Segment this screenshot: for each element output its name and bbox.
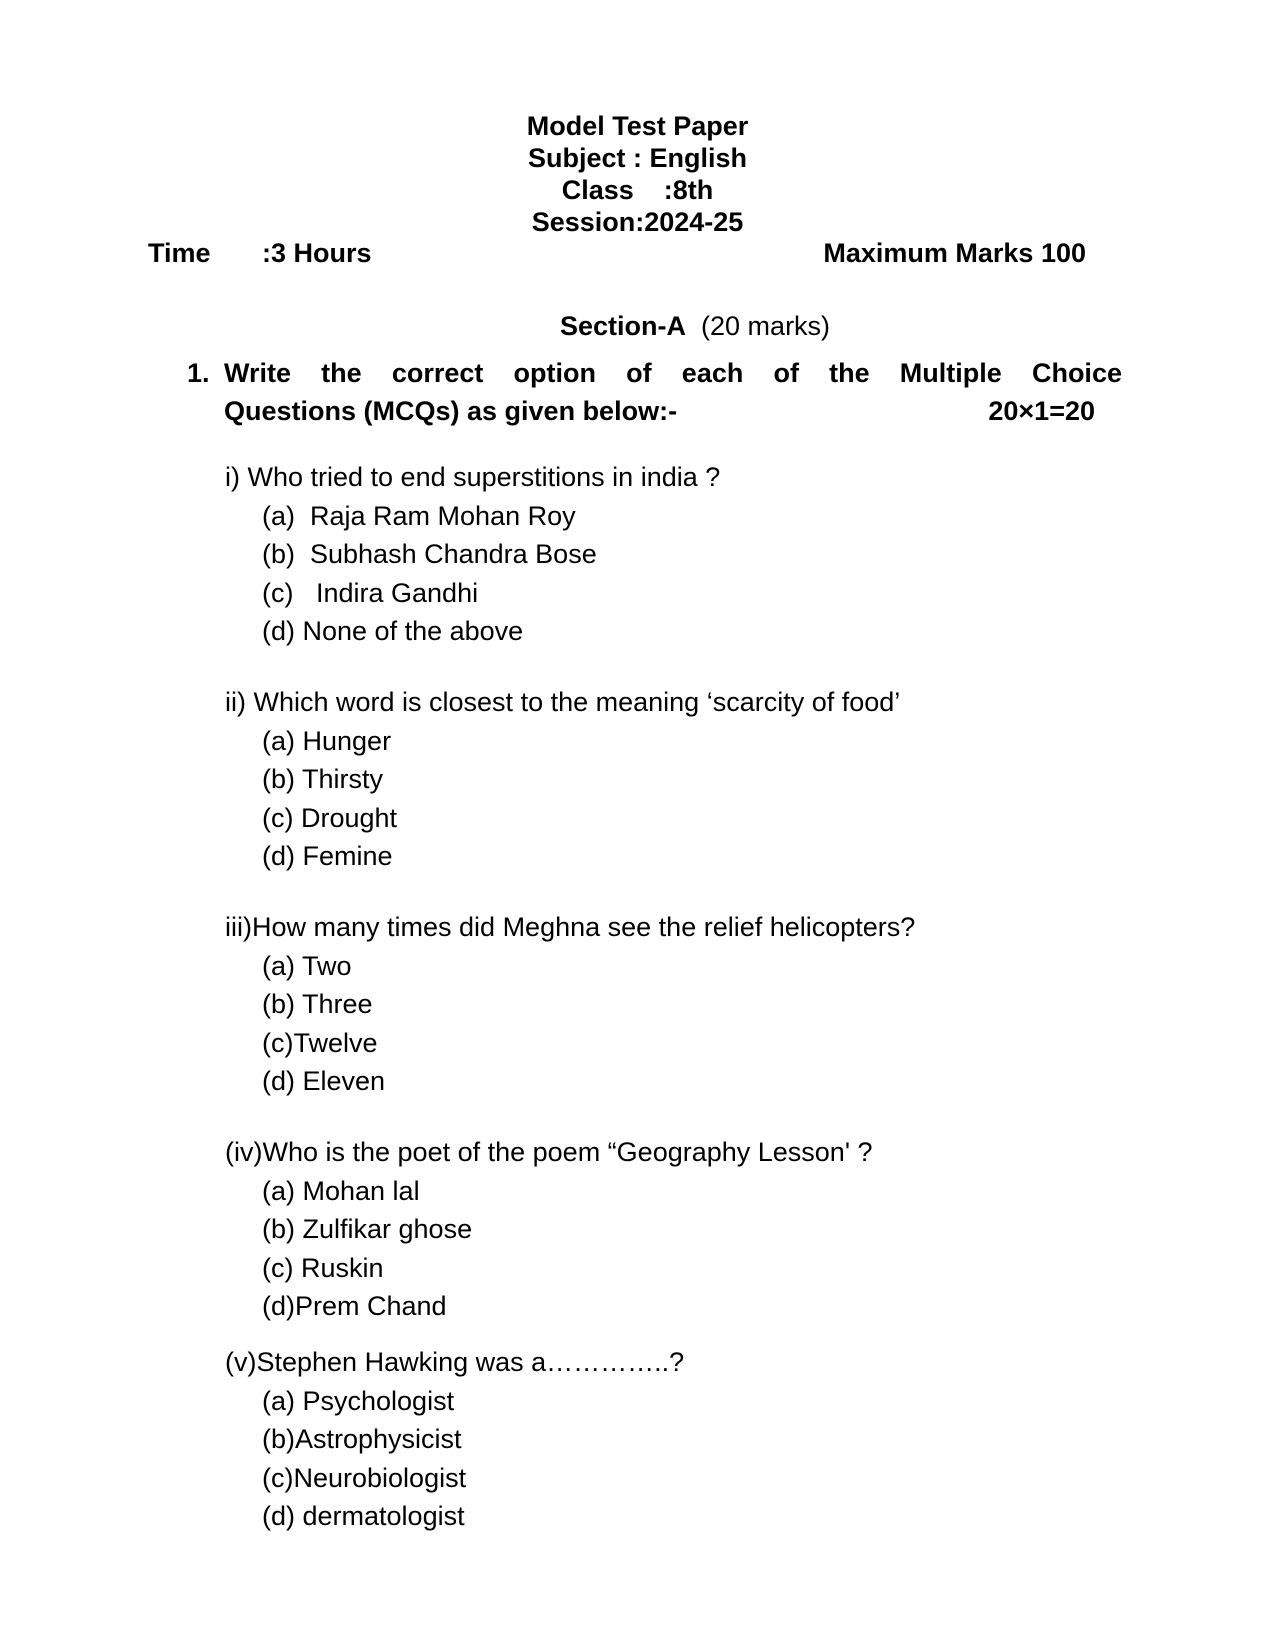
time-label: Time [148,238,211,268]
option-b: (b) Three [262,989,373,1019]
question-stem: i) Who tried to end superstitions in india ? [225,462,721,492]
class-line: Class :8th [561,175,714,205]
option-b: (b) Subhash Chandra Bose [262,539,597,569]
option-b: (b)Astrophysicist [262,1424,462,1454]
instruction-word: the [321,358,362,388]
section-marks: (20 marks) [701,311,831,341]
question-2 [225,683,900,876]
option-c: (c) Drought [262,802,398,833]
subject-line: Subject : English [527,143,748,173]
question-stem: (v)Stephen Hawking was a…………..? [225,1347,685,1377]
instruction-word: Choice [1031,358,1122,388]
question-4 [225,1133,873,1326]
question-stem: (iv)Who is the poet of the poem “Geography Lesson' ? [225,1137,873,1167]
option-b: (b) Thirsty [262,764,384,794]
time-value: :3 Hours [262,238,372,268]
option-b: (b) Zulfikar ghose [262,1214,473,1244]
option-d: (d) dermatologist [262,1501,465,1531]
option-c: (c)Neurobiologist [262,1462,467,1493]
option-c: (c)Twelve [262,1027,378,1058]
option-d: (d) Femine [262,841,393,871]
instruction-word: correct [391,358,484,388]
question-1 [225,458,720,651]
question-3 [225,908,915,1101]
section-name: Section-A [560,311,687,341]
option-c: (c) Ruskin [262,1252,384,1283]
section-heading [560,309,830,343]
instruction-word: of [626,358,652,388]
option-a: (a) Mohan lal [262,1175,420,1206]
instruction-text: Questions (MCQs) as given below:- [224,396,678,426]
option-a: (a) Two [262,950,352,981]
question-stem: iii)How many times did Meghna see the relief helicopters? [225,912,916,942]
paper-title: Model Test Paper [526,111,749,141]
option-a: (a) Raja Ram Mohan Roy [262,500,576,531]
instruction-word: Write [224,358,292,388]
instruction-marks: 20×1=20 [988,396,1095,426]
option-a: (a) Psychologist [262,1385,455,1416]
instruction-word: of [773,358,799,388]
option-d: (d) None of the above [262,616,524,646]
instruction-number: 1. [187,358,210,388]
instruction-line-1 [224,354,1122,392]
instruction-word: the [829,358,870,388]
instruction [187,354,1122,430]
session-line: Session:2024-25 [531,207,744,237]
instruction-word: option [513,358,596,388]
question-stem: ii) Which word is closest to the meaning ‘scarcity of food’ [225,687,901,717]
option-d: (d)Prem Chand [262,1291,447,1321]
option-c: (c) Indira Gandhi [262,577,479,608]
max-marks: Maximum Marks 100 [823,238,1086,268]
question-5 [225,1343,684,1536]
instruction-word: each [681,358,744,388]
instruction-line-2 [224,392,1122,430]
option-d: (d) Eleven [262,1066,386,1096]
instruction-word: Multiple [899,358,1002,388]
option-a: (a) Hunger [262,725,392,756]
